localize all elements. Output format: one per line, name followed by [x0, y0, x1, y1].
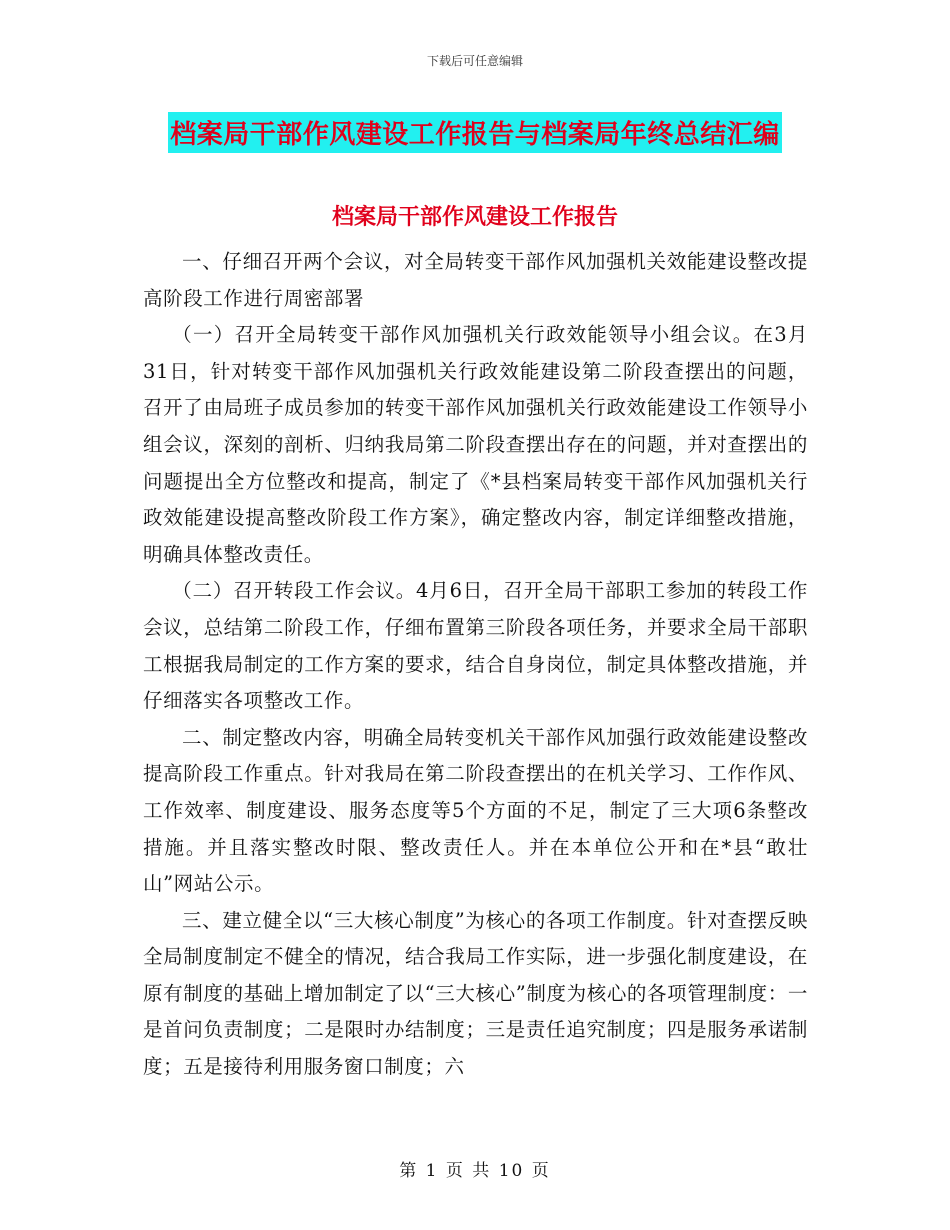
paragraph-4: 二、制定整改内容，明确全局转变机关干部作风加强行政效能建设整改提高阶段工作重点。针对我局在第二阶段查摆出的在机关学习、工作作风、工作效率、制度建设、服务态度等5个方面的不足，制定了三大项6条整改措施。并且落实整改时限、整改责任人。并在本单位公开和在*县“敢壮山”网站公示。: [143, 725, 808, 896]
paragraph-5: 三、建立健全以“三大核心制度”为核心的各项工作制度。针对查摆反映全局制度制定不健全的情况，结合我局工作实际，进一步强化制度建设，在原有制度的基础上增加制定了以“三大核心”制度为核心的各项管理制度：一是首问负责制度；二是限时办结制度；三是责任追究制度；四是服务承诺制度；五是接待利用服务窗口制度；六: [143, 908, 808, 1079]
document-title-text: 档案局干部作风建设工作报告与档案局年终总结汇编: [168, 112, 782, 153]
page-number: 第 1 页 共 10 页: [399, 1161, 551, 1181]
paragraph-2: （一）召开全局转变干部作风加强机关行政效能领导小组会议。在3月31日，针对转变干部作风加强机关行政效能建设第二阶段查摆出的问题，召开了由局班子成员参加的转变干部作风加强机关行政效能建设工作领导小组会议，深刻的剖析、归纳我局第二阶段查摆出存在的问题，并对查摆出的问题提出全方位整改和提高，制定了《*县档案局转变干部作风加强机关行政效能建设提高整改阶段工作方案》，确定整改内容，制定详细整改措施，明确具体整改责任。: [143, 323, 808, 566]
header-note: 下载后可任意编辑: [426, 54, 523, 68]
section-title: 档案局干部作风建设工作报告: [331, 205, 618, 230]
document-body: [143, 244, 808, 1086]
document-title: [0, 112, 950, 153]
paragraph-1: 一、仔细召开两个会议，对全局转变干部作风加强机关效能建设整改提高阶段工作进行周密部署: [143, 250, 808, 310]
paragraph-3: （二）召开转段工作会议。4月6日，召开全局干部职工参加的转段工作会议，总结第二阶段工作，仔细布置第三阶段各项任务，并要求全局干部职工根据我局制定的工作方案的要求，结合自身岗位，制定具体整改措施，并仔细落实各项整改工作。: [143, 579, 808, 713]
